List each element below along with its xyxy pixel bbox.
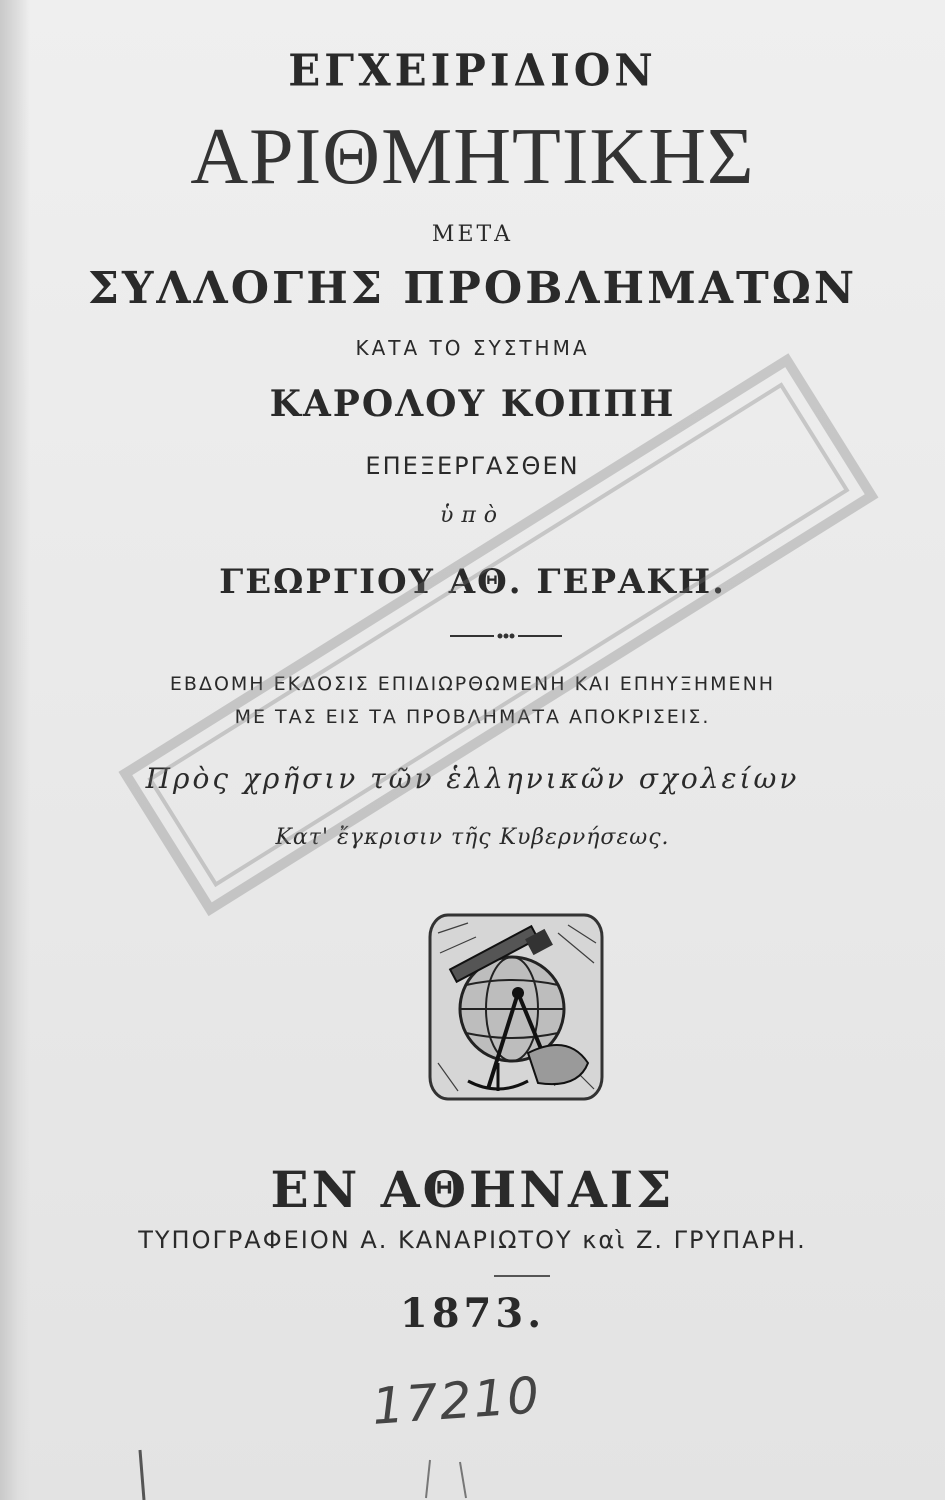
- handwritten-accession-number: 17210: [370, 1366, 543, 1436]
- divider-rule: [494, 1275, 550, 1277]
- approval-line: Κατ' ἔγκρισιν τῆς Κυβερνήσεως.: [275, 825, 670, 850]
- printer-line: ΤΥΠΟΓΡΑΦΕΙΟΝ Α. ΚΑΝΑΡΙΩΤΟΥ καὶ Ζ. ΓΡΥΠΑΡΗ.: [138, 1226, 807, 1254]
- system-line: ΚΑΤΑ ΤΟ ΣΥΣΤΗΜΑ: [355, 336, 590, 360]
- title-line-1: ΕΓΧΕΙΡΙΔΙΟΝ: [288, 44, 657, 97]
- original-author: ΚΑΡΟΛΟΥ ΚΟΠΠΗ: [269, 383, 676, 425]
- publication-year: 1873.: [399, 1290, 546, 1337]
- decorative-rule-ornament-icon: [450, 632, 562, 640]
- title-line-2: ΑΡΙΘΜΗΤΙΚΗΣ: [190, 113, 755, 201]
- title-connector: ΜΕΤΑ: [431, 222, 514, 247]
- purpose-line: Πρὸς χρῆσιν τῶν ἑλληνικῶν σχολείων: [145, 762, 800, 795]
- adapted-line: ΕΠΕΞΕΡΓΑΣΘΕΝ: [365, 452, 580, 480]
- place-of-publication: ΕΝ ΑΘΗΝΑΙΣ: [270, 1160, 675, 1219]
- by-line: ὑπὸ: [439, 503, 506, 528]
- edition-line-1: ΕΒΔΟΜΗ ΕΚΔΟΣΙΣ ΕΠΙΔΙΩΡΘΩΜΕΝΗ ΚΑΙ ΕΠΗΥΞΗΜΕΝΗ: [169, 673, 776, 695]
- globe-telescope-compass-anchor-emblem-icon: [428, 913, 604, 1101]
- editor-name: ΓΕΩΡΓΙΟΥ ΑΘ. ΓΕΡΑΚΗ.: [219, 562, 726, 602]
- edition-line-2: ΜΕ ΤΑΣ ΕΙΣ ΤΑ ΠΡΟΒΛΗΜΑΤΑ ΑΠΟΚΡΙΣΕΙΣ.: [234, 706, 711, 728]
- subtitle: ΣΥΛΛΟΓΗΣ ΠΡΟΒΛΗΜΑΤΩΝ: [87, 263, 858, 314]
- ink-marks: [130, 1440, 530, 1500]
